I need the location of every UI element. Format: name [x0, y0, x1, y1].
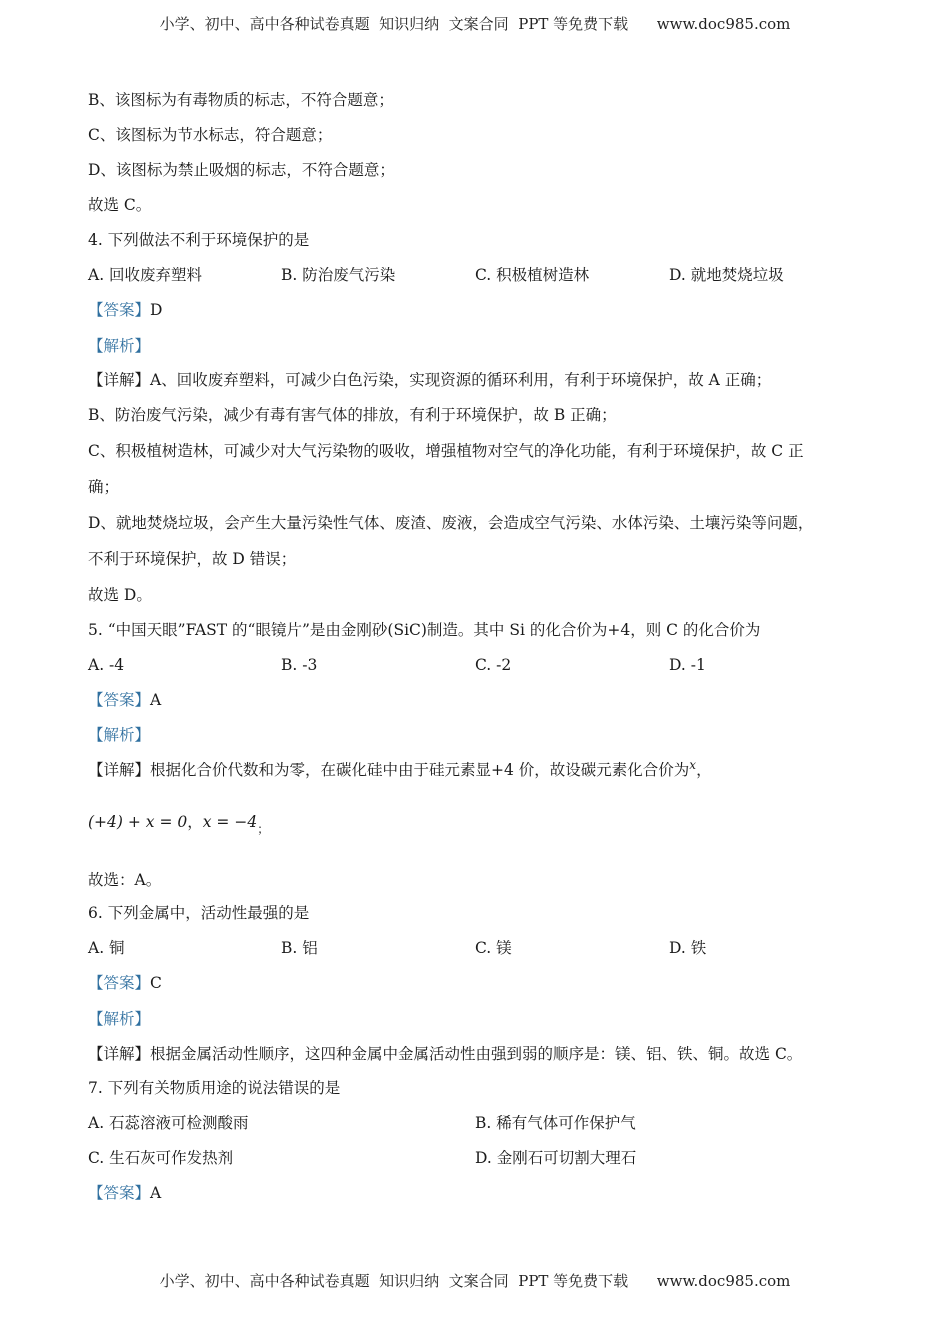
answer-label: 【答案】	[88, 974, 151, 992]
answer-label: 【答案】	[88, 301, 151, 319]
q4-answer-value: D	[150, 301, 163, 319]
q4-stem: 4. 下列做法不利于环境保护的是	[88, 231, 310, 249]
q4-option-a: A. 回收废弃塑料	[88, 266, 203, 284]
q5-equation: (+4) + x = 0，$x = -4_;$	[88, 813, 270, 836]
q6-option-b: B. 铝	[281, 939, 318, 957]
q7-option-c: C. 生石灰可作发热剂	[88, 1149, 234, 1167]
page-header: 小学、初中、高中各种试卷真题 知识归纳 文案合同 PPT 等免费下载 www.doc985.com	[159, 15, 791, 33]
q4-detail-a: 【详解】A、回收废弃塑料，可减少白色污染，实现资源的循环利用，有利于环境保护，故 A 正确；	[88, 371, 772, 389]
q6-option-a: A. 铜	[88, 939, 125, 957]
q5-answer	[88, 690, 161, 710]
q6-detail: 【详解】根据金属活动性顺序，这四种金属中金属活动性由强到弱的顺序是：镁、铝、铁、铜。故选 C。	[88, 1045, 803, 1063]
q3-explanation-c: C、该图标为节水标志，符合题意；	[88, 126, 333, 144]
q7-answer-value: A	[150, 1184, 162, 1202]
q7-stem: 7. 下列有关物质用途的说法错误的是	[88, 1079, 341, 1097]
q5-option-c: C. -2	[475, 656, 512, 674]
q4-answer	[88, 300, 162, 320]
q5-detail: 【详解】根据化合价代数和为零，在碳化硅中由于硅元素显+4 价，故设碳元素化合价为$^x$，	[88, 758, 712, 779]
q4-conclusion: 故选 D。	[88, 586, 152, 604]
q4-detail-d-line1: D、就地焚烧垃圾，会产生大量污染性气体、废渣、废液，会造成空气污染、水体污染、土壤污染等问题，	[88, 514, 814, 532]
q7-answer	[88, 1183, 161, 1203]
q5-analysis-label: 【解析】	[88, 726, 151, 744]
q3-explanation-d: D、该图标为禁止吸烟的标志，不符合题意；	[88, 161, 395, 179]
q4-detail-d-line2: 不利于环境保护，故 D 错误；	[88, 550, 297, 568]
detail-label: 【详解】	[88, 761, 151, 779]
q5-option-d: D. -1	[669, 656, 706, 674]
detail-label: 【详解】	[88, 371, 151, 389]
q4-detail-b: B、防治废气污染，减少有毒有害气体的排放，有利于环境保护，故 B 正确；	[88, 406, 617, 424]
q5-answer-value: A	[150, 691, 162, 709]
q6-option-c: C. 镁	[475, 939, 512, 957]
q5-stem: 5. “中国天眼”FAST 的“眼镜片”是由金刚砂(SiC)制造。其中 Si 的化合价为+4，则 C 的化合价为	[88, 621, 761, 639]
q3-conclusion: 故选 C。	[88, 196, 152, 214]
q4-analysis-label: 【解析】	[88, 337, 151, 355]
q4-option-d: D. 就地焚烧垃圾	[669, 266, 784, 284]
answer-label: 【答案】	[88, 1184, 151, 1202]
q4-option-b: B. 防治废气污染	[281, 266, 396, 284]
q6-answer	[88, 973, 162, 993]
q6-answer-value: C	[150, 974, 162, 992]
q5-equation-1: (+4) + x = 0	[88, 813, 188, 831]
q4-detail-c-line2: 确；	[88, 478, 120, 496]
detail-label: 【详解】	[88, 1045, 151, 1063]
q3-explanation-b: B、该图标为有毒物质的标志，不符合题意；	[88, 91, 394, 109]
page-footer: 小学、初中、高中各种试卷真题 知识归纳 文案合同 PPT 等免费下载 www.doc985.com	[159, 1272, 791, 1290]
q5-conclusion: 故选：A。	[88, 871, 162, 889]
answer-label: 【答案】	[88, 691, 151, 709]
q5-option-a: A. -4	[88, 656, 125, 674]
q7-option-b: B. 稀有气体可作保护气	[475, 1114, 636, 1132]
q6-analysis-label: 【解析】	[88, 1010, 151, 1028]
q4-option-c: C. 积极植树造林	[475, 266, 590, 284]
q6-stem: 6. 下列金属中，活动性最强的是	[88, 904, 310, 922]
q4-detail-c-line1: C、积极植树造林，可减少对大气污染物的吸收，增强植物对空气的净化功能，有利于环境保护，故 C 正	[88, 442, 804, 460]
q6-option-d: D. 铁	[669, 939, 707, 957]
q7-option-d: D. 金刚石可切割大理石	[475, 1149, 637, 1167]
q5-option-b: B. -3	[281, 656, 318, 674]
q5-equation-2: x = −4	[202, 813, 258, 831]
q5-variable: x	[689, 758, 697, 772]
q7-option-a: A. 石蕊溶液可检测酸雨	[88, 1114, 249, 1132]
